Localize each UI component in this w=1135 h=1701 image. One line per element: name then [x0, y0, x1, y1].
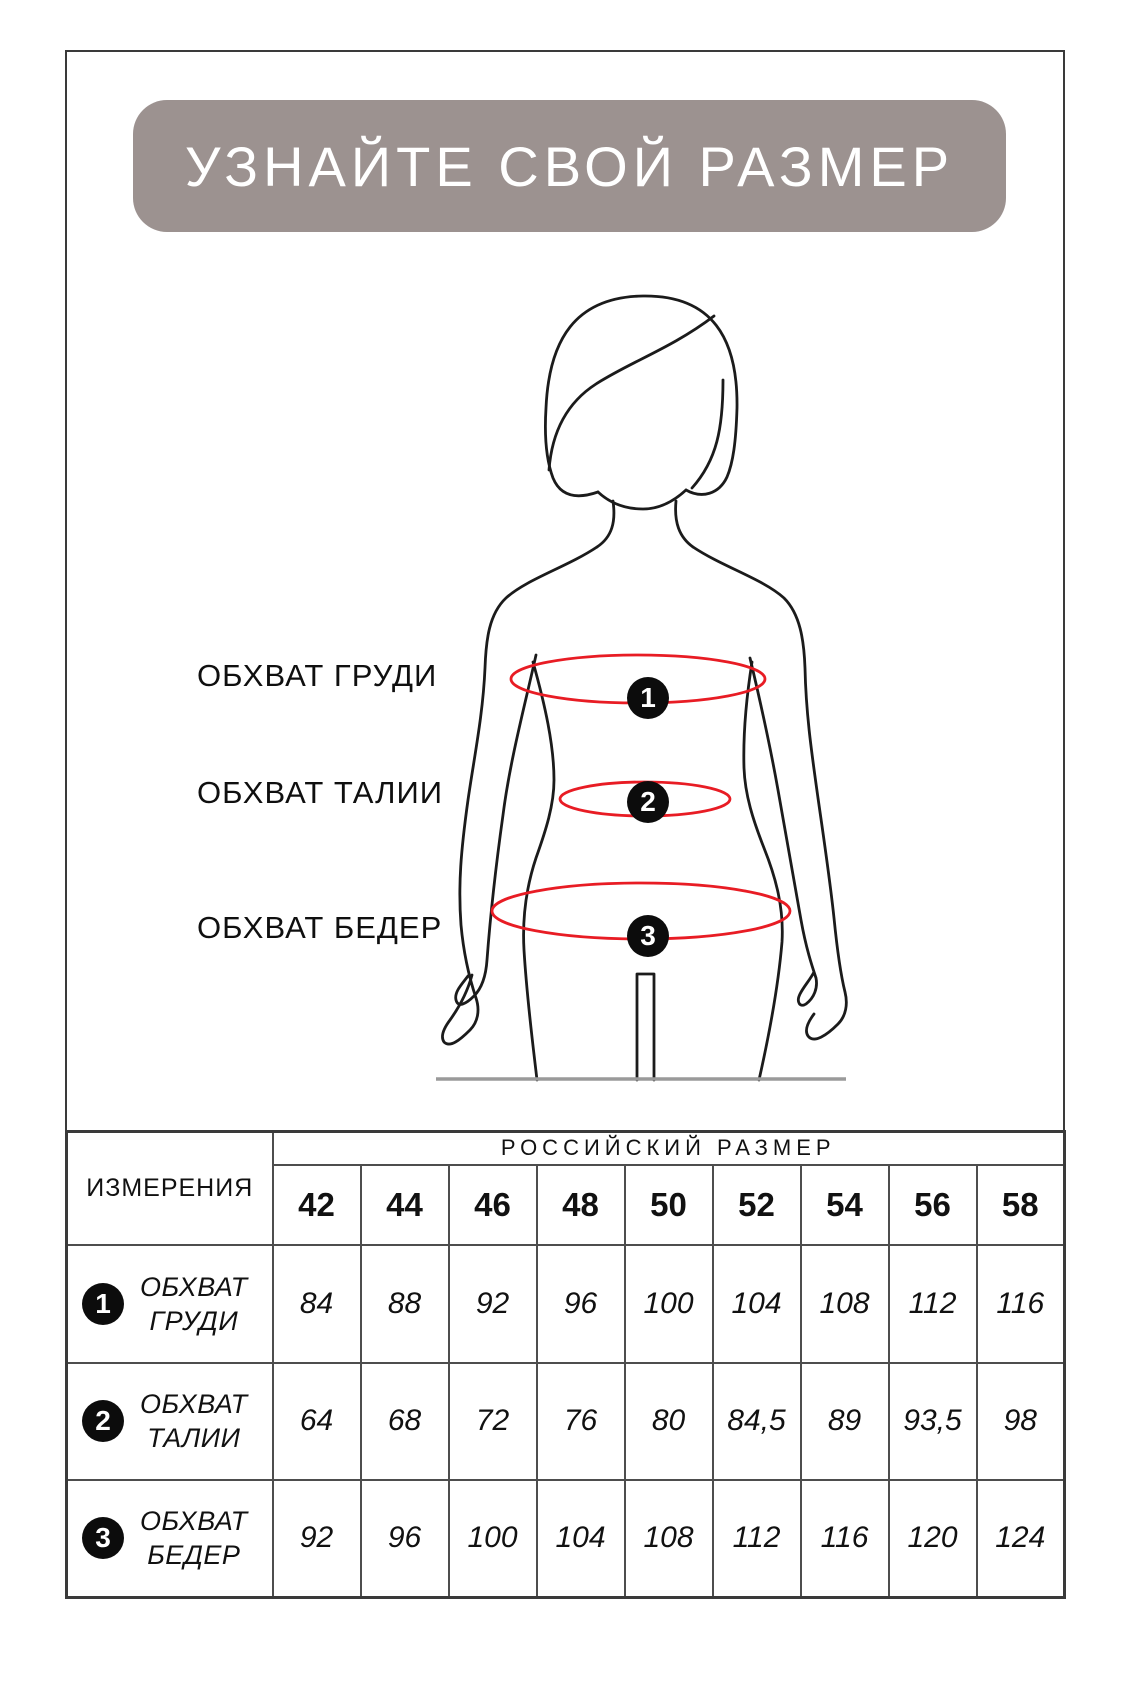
size-col-56: 56 [889, 1165, 977, 1245]
row-label-line1: ОБХВАТ [140, 1271, 248, 1302]
russian-size-header: РОССИЙСКИЙ РАЗМЕР [273, 1132, 1065, 1165]
hips-value-44: 96 [361, 1480, 449, 1598]
waist-measure-badge: 2 [627, 781, 669, 823]
row-label-line2: ТАЛИИ [147, 1423, 241, 1453]
size-col-52: 52 [713, 1165, 801, 1245]
hips-value-48: 104 [537, 1480, 625, 1598]
waist-value-52: 84,5 [713, 1363, 801, 1480]
label-waist: ОБХВАТ ТАЛИИ [197, 775, 444, 810]
bust-value-56: 112 [889, 1245, 977, 1363]
waist-value-48: 76 [537, 1363, 625, 1480]
row-badge-2: 2 [82, 1400, 124, 1442]
hips-value-54: 116 [801, 1480, 889, 1598]
row-label-line1: ОБХВАТ [140, 1389, 248, 1419]
hips-value-58: 124 [977, 1480, 1065, 1598]
table-row-waist [67, 1363, 1065, 1480]
size-col-48: 48 [537, 1165, 625, 1245]
bust-value-44: 88 [361, 1245, 449, 1363]
waist-value-46: 72 [449, 1363, 537, 1480]
row-badge-3: 3 [82, 1517, 124, 1559]
bust-value-52: 104 [713, 1245, 801, 1363]
size-col-44: 44 [361, 1165, 449, 1245]
hips-value-52: 112 [713, 1480, 801, 1598]
size-col-58: 58 [977, 1165, 1065, 1245]
row-label-line2: БЕДЕР [147, 1540, 241, 1571]
waist-value-56: 93,5 [889, 1363, 977, 1480]
bust-value-46: 92 [449, 1245, 537, 1363]
row-badge-1: 1 [82, 1283, 124, 1325]
hips-measure-badge: 3 [627, 915, 669, 957]
measurements-header: ИЗМЕРЕНИЯ [67, 1132, 273, 1245]
hips-value-56: 120 [889, 1480, 977, 1598]
title-banner [133, 100, 1006, 232]
label-bust: ОБХВАТ ГРУДИ [197, 658, 438, 693]
row-label-hips [67, 1480, 273, 1598]
waist-value-50: 80 [625, 1363, 713, 1480]
waist-value-54: 89 [801, 1363, 889, 1480]
row-label-line1: ОБХВАТ [140, 1506, 248, 1537]
bust-value-42: 84 [273, 1245, 361, 1363]
size-col-54: 54 [801, 1165, 889, 1245]
row-label-bust [67, 1245, 273, 1363]
table-row-hips [67, 1480, 1065, 1598]
hips-value-42: 92 [273, 1480, 361, 1598]
bust-value-58: 116 [977, 1245, 1065, 1363]
label-hips: ОБХВАТ БЕДЕР [197, 910, 443, 945]
bust-value-50: 100 [625, 1245, 713, 1363]
waist-value-44: 68 [361, 1363, 449, 1480]
size-table [65, 1130, 1066, 1599]
page-title: УЗНАЙТЕ СВОЙ РАЗМЕР [184, 134, 955, 198]
table-header-row [67, 1132, 1065, 1165]
hips-value-46: 100 [449, 1480, 537, 1598]
waist-value-42: 64 [273, 1363, 361, 1480]
waist-value-58: 98 [977, 1363, 1065, 1480]
size-col-46: 46 [449, 1165, 537, 1245]
size-col-42: 42 [273, 1165, 361, 1245]
bust-value-48: 96 [537, 1245, 625, 1363]
bust-value-54: 108 [801, 1245, 889, 1363]
bust-measure-badge: 1 [627, 677, 669, 719]
row-label-waist [67, 1363, 273, 1480]
table-row-bust [67, 1245, 1065, 1363]
hips-value-50: 108 [625, 1480, 713, 1598]
row-label-line2: ГРУДИ [149, 1305, 239, 1336]
size-col-50: 50 [625, 1165, 713, 1245]
